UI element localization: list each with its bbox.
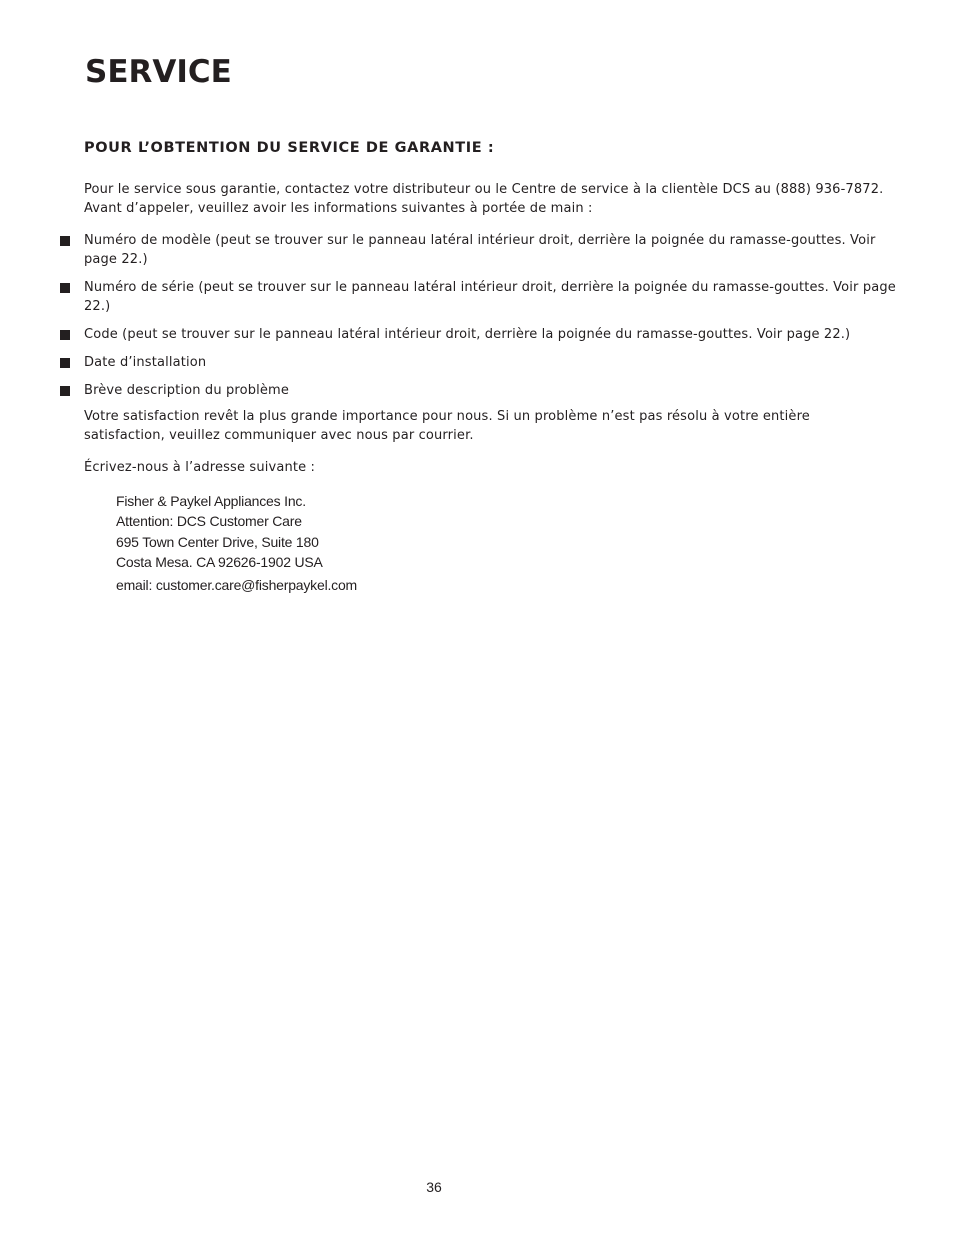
address-email: email: customer.care@fisherpaykel.com [116, 577, 358, 594]
satisfaction-paragraph: Votre satisfaction revêt la plus grande importance pour nous. Si un problème n’est pas résolu à votre entière satisfaction, veuillez communiquer avec nous par courrier. [84, 409, 810, 443]
list-item-problem-description [58, 381, 898, 400]
list-item-text: Brève description du problème [84, 383, 289, 398]
address-city: Costa Mesa. CA 92626-1902 USA [116, 553, 323, 570]
square-bullet-icon [60, 236, 70, 246]
list-item-text: Numéro de série (peut se trouver sur le panneau latéral intérieur droit, derrière la poignée du ramasse-gouttes. Voir page 22.) [84, 280, 896, 314]
section-heading: POUR L’OBTENTION DU SERVICE DE GARANTIE : [84, 140, 495, 156]
address-company: Fisher & Paykel Appliances Inc. [116, 493, 306, 509]
write-to-paragraph: Écrivez-nous à l’adresse suivante : [84, 460, 316, 475]
info-list [58, 231, 898, 409]
address-attention: Attention: DCS Customer Care [116, 513, 302, 530]
list-item-text: Code (peut se trouver sur le panneau latéral intérieur droit, derrière la poignée du ramasse-gouttes. Voir page 22.) [84, 327, 851, 342]
page-title: SERVICE [85, 54, 232, 90]
square-bullet-icon [60, 358, 70, 368]
address-street: 695 Town Center Drive, Suite 180 [116, 533, 319, 550]
list-item-serial-number [58, 278, 898, 316]
intro-paragraph: Pour le service sous garantie, contactez votre distributeur ou le Centre de service à la clientèle DCS au (888) 936-7872. Avant d’appeler, veuillez avoir les informations suivantes à portée de main : [84, 182, 884, 216]
square-bullet-icon [60, 330, 70, 340]
square-bullet-icon [60, 283, 70, 293]
list-item-text: Numéro de modèle (peut se trouver sur le panneau latéral intérieur droit, derrière la poignée du ramasse-gouttes. Voir page 22.) [84, 233, 876, 267]
square-bullet-icon [60, 386, 70, 396]
list-item-code [58, 325, 898, 344]
list-item-install-date [58, 353, 898, 372]
page-number: 36 [426, 1179, 442, 1195]
mailing-address [116, 491, 357, 595]
list-item-text: Date d’installation [84, 355, 207, 370]
list-item-model-number [58, 231, 898, 269]
